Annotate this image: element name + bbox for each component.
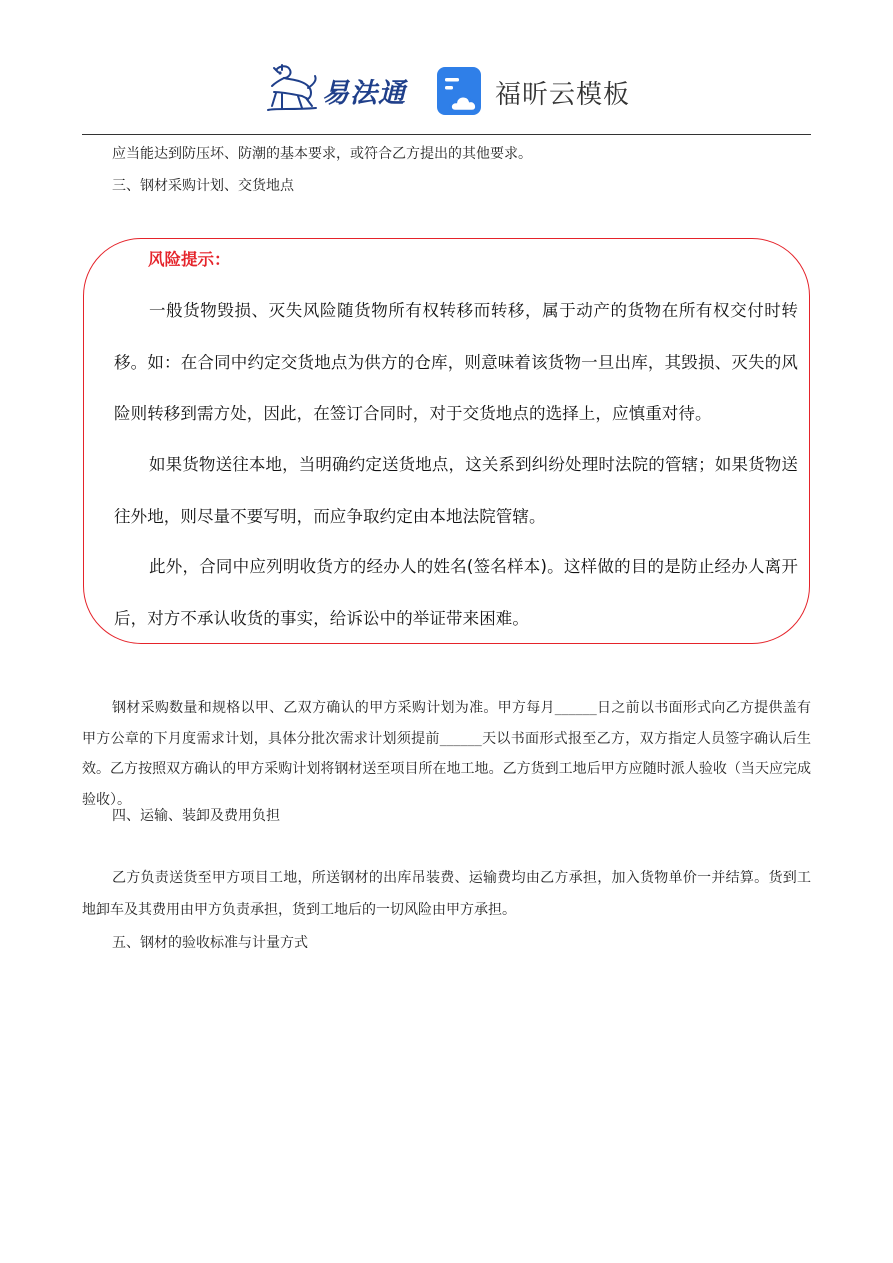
logo2-text: 福昕云模板: [495, 79, 631, 110]
section4-heading: 四、运输、装卸及费用负担: [112, 808, 280, 824]
risk-paragraph-3: 此外，合同中应列明收货方的经办人的姓名(签名样本)。这样做的目的是防止经办人离开后，对方不承认收货的事实，给诉讼中的举证带来困难。: [114, 557, 798, 628]
page-header: [0, 0, 893, 135]
fuxin-logo: [437, 66, 630, 118]
transport-paragraph: 乙方负责送货至甲方项目工地，所送钢材的出库吊装费、运输费均由乙方承担，加入货物单价一并结算。货到工地卸车及其费用由甲方负责承担，货到工地后的一切风险由甲方承担。: [82, 870, 811, 918]
logo1-text: 易法通: [322, 77, 406, 109]
section3-heading: 三、钢材采购计划、交货地点: [112, 178, 294, 194]
purchase-plan-paragraph: 钢材采购数量和规格以甲、乙双方确认的甲方采购计划为准。甲方每月______日之前以书面形式向乙方提供盖有甲方公章的下月度需求计划，具体分批次需求计划须提前______天以书面形式报至乙方，双方指定人员签字确认后生效。乙方按照双方确认的甲方采购计划将钢材送至项目所在地工地。乙方货到工地后甲方应随时派人验收（当天应完成验收）。: [82, 700, 811, 808]
body-line-top: 应当能达到防压坏、防潮的基本要求，或符合乙方提出的其他要求。: [112, 146, 532, 162]
section5-heading: 五、钢材的验收标准与计量方式: [112, 935, 308, 951]
cloud-document-icon: [437, 67, 485, 117]
risk-notice-title: 风险提示：: [148, 250, 231, 269]
qilin-icon: [262, 62, 320, 118]
yifatong-logo: [262, 62, 406, 118]
risk-paragraph-2: 如果货物送往本地，当明确约定送货地点，这关系到纠纷处理时法院的管辖；如果货物送往外地，则尽量不要写明，而应争取约定由本地法院管辖。: [114, 455, 798, 526]
risk-paragraph-1: 一般货物毁损、灭失风险随货物所有权转移而转移，属于动产的货物在所有权交付时转移。如：在合同中约定交货地点为供方的仓库，则意味着该货物一旦出库，其毁损、灭失的风险则转移到需方处，因此，在签订合同时，对于交货地点的选择上，应慎重对待。: [114, 301, 798, 423]
header-divider: [82, 134, 811, 135]
